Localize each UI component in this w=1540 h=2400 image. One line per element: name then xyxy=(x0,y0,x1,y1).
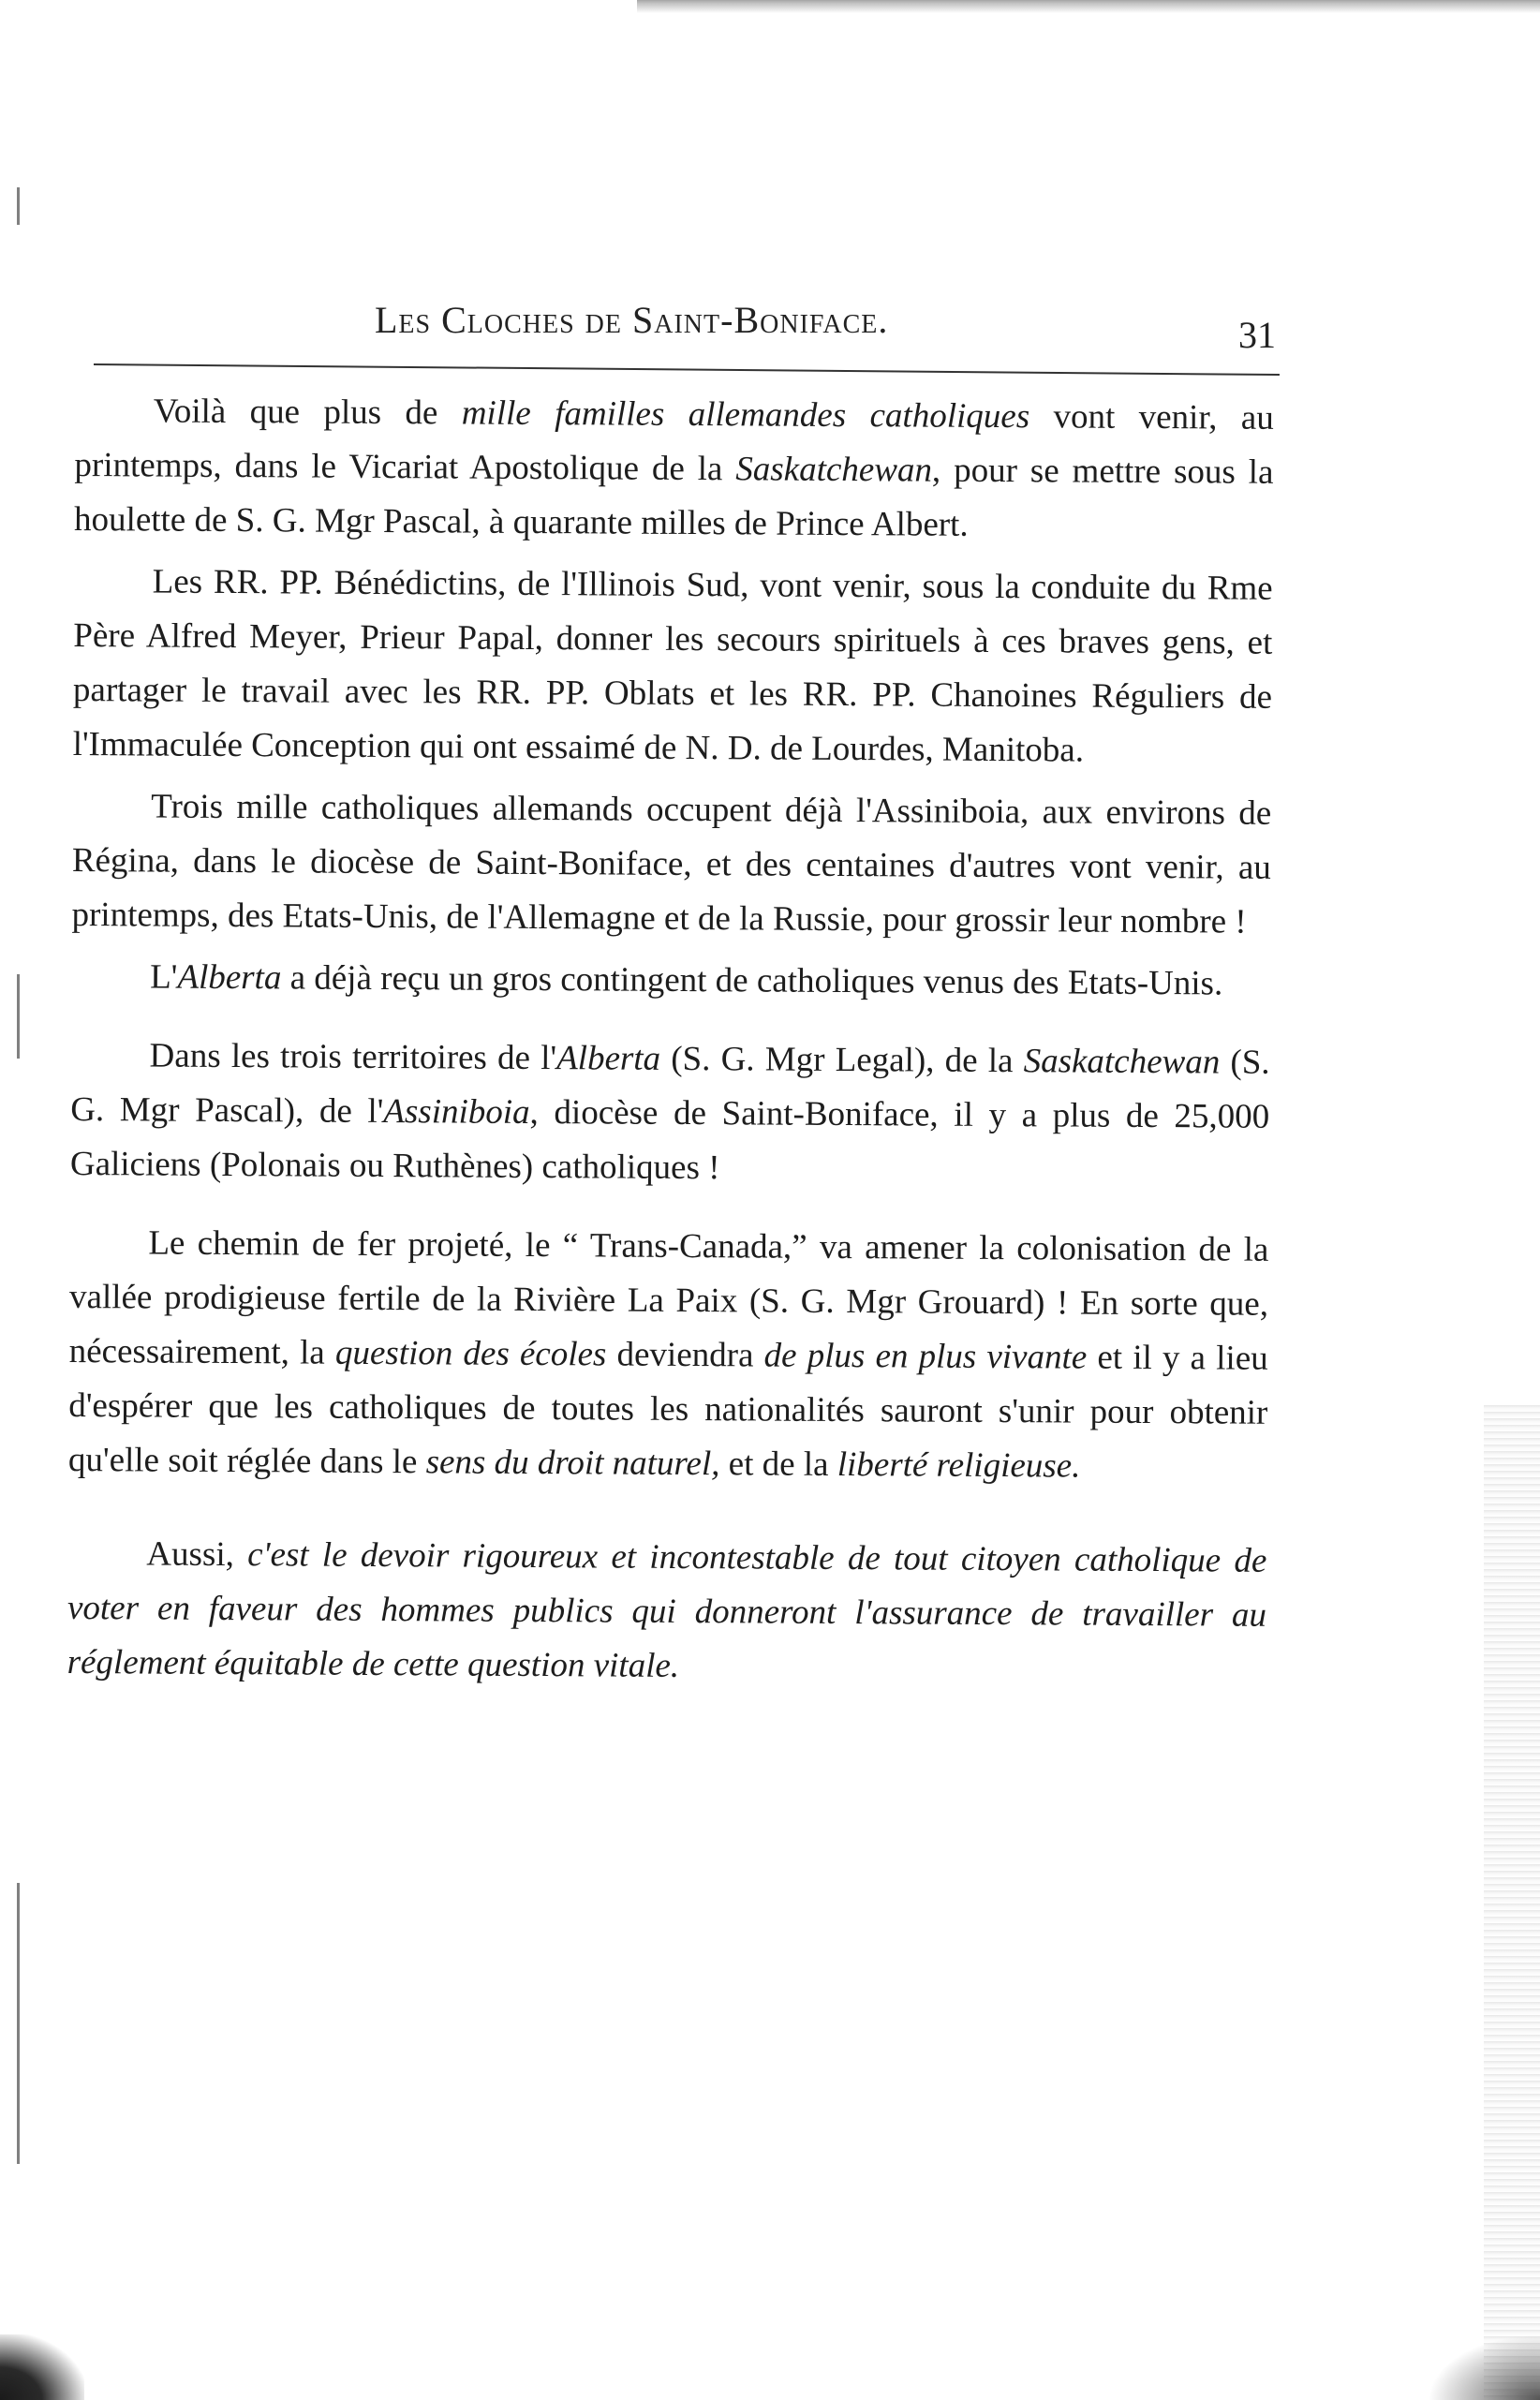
scan-edge-left-mark xyxy=(17,187,20,225)
paragraph-1 xyxy=(74,384,1274,555)
paragraph-4-text: L' xyxy=(150,957,178,997)
paragraph-5-italic: Assiniboia xyxy=(383,1092,530,1132)
paragraph-5-text: (S. G. Mgr Pascal), de l' xyxy=(70,1043,1270,1132)
scan-edge-right xyxy=(1484,1405,1540,2400)
page-number: 31 xyxy=(1238,314,1276,356)
paragraph-7-italic: c'est le devoir rigoureux et incontestable de tout citoyen catholique de voter en faveur des hommes publics qui donneront l'assurance de travailler au réglement équitable de cette question vitale. xyxy=(67,1535,1267,1685)
body-text xyxy=(67,384,1274,1705)
scan-edge-top xyxy=(637,0,1540,13)
paragraph-5-italic: Alberta xyxy=(556,1039,661,1078)
paragraph-1-italic: mille familles allemandes catholiques xyxy=(461,393,1030,437)
paragraph-2-text: Les RR. PP. Bénédictins, de l'Illinois Sud, vont venir, sous la conduite du Rme Père Alfred Meyer, Prieur Papal, donner les secours spirituels à ces braves gens, et partager le travail avec les RR. PP. Oblats et les RR. PP. Chanoines Réguliers de l'Immaculée Conception qui ont essaimé de N. D. de Lourdes, Manitoba. xyxy=(72,562,1273,770)
scan-corner-bottom-right xyxy=(1428,2334,1540,2400)
paragraph-6-text: et de la xyxy=(719,1444,837,1484)
paragraph-6-text: Le chemin de fer projeté, le “ Trans-Canada,” va amener la colonisation de la vallée prodigieuse fertile de la Rivière La Paix (S. G. Mgr Grouard) ! En sorte que, nécessairement, la xyxy=(68,1223,1269,1372)
paragraph-6-text: deviendra xyxy=(606,1335,764,1375)
paragraph-1-text: , pour se mettre sous la houlette de S. G. Mgr Pascal, à quarante milles de Prince Albert. xyxy=(73,451,1274,544)
header-rule xyxy=(94,363,1280,376)
paragraph-4-text: a déjà reçu un gros contingent de catholiques venus des Etats-Unis. xyxy=(281,958,1223,1003)
paragraph-7-text: Aussi, xyxy=(146,1534,248,1575)
paragraph-7 xyxy=(67,1527,1266,1697)
scan-edge-left-mark xyxy=(17,1883,20,2164)
paragraph-6-italic: sens du droit naturel, xyxy=(425,1443,720,1484)
paragraph-5-text: Dans les trois territoires de l' xyxy=(149,1036,557,1078)
paragraph-6-italic: liberté religieuse. xyxy=(837,1444,1081,1486)
paragraph-4 xyxy=(71,950,1270,1012)
paragraph-5-text: , diocèse de Saint-Boniface, il y a plus de 25,000 Galiciens (Polonais ou Ruthènes) catholiques ! xyxy=(69,1092,1270,1188)
scan-corner-bottom-left xyxy=(0,2334,84,2400)
paragraph-6-text: et il y a lieu d'espérer que les catholiques de toutes les nationalités sauront s'unir pour obtenir qu'elle soit réglée dans le xyxy=(67,1338,1268,1482)
paragraph-1-italic: Saskatchewan xyxy=(735,450,933,490)
paragraph-5 xyxy=(70,1029,1270,1199)
paragraph-1-text: vont venir, au printemps, dans le Vicariat Apostolique de la xyxy=(74,397,1274,489)
running-head-title: Les Cloches de Saint-Boniface. xyxy=(375,299,889,341)
paragraph-3 xyxy=(71,779,1271,950)
scan-edge-left-mark xyxy=(17,974,20,1059)
paragraph-5-text: (S. G. Mgr Legal), de la xyxy=(660,1039,1024,1081)
paragraph-6-italic: de plus en plus vivante xyxy=(763,1336,1088,1377)
paragraph-4-italic: Alberta xyxy=(177,957,282,998)
paragraph-2 xyxy=(72,555,1272,779)
paragraph-6 xyxy=(68,1216,1269,1495)
paragraph-5-italic: Saskatchewan xyxy=(1023,1042,1221,1082)
paragraph-6-italic: question des écoles xyxy=(334,1333,607,1374)
paragraph-3-text: Trois mille catholiques allemands occupent déjà l'Assiniboia, aux environs de Régina, dans le diocèse de Saint-Boniface, et des centaines d'autres vont venir, au printemps, des Etats-Unis, de l'Allemagne et de la Russie, pour grossir leur nombre ! xyxy=(71,787,1272,941)
paragraph-1-text: Voilà que plus de xyxy=(153,392,462,433)
